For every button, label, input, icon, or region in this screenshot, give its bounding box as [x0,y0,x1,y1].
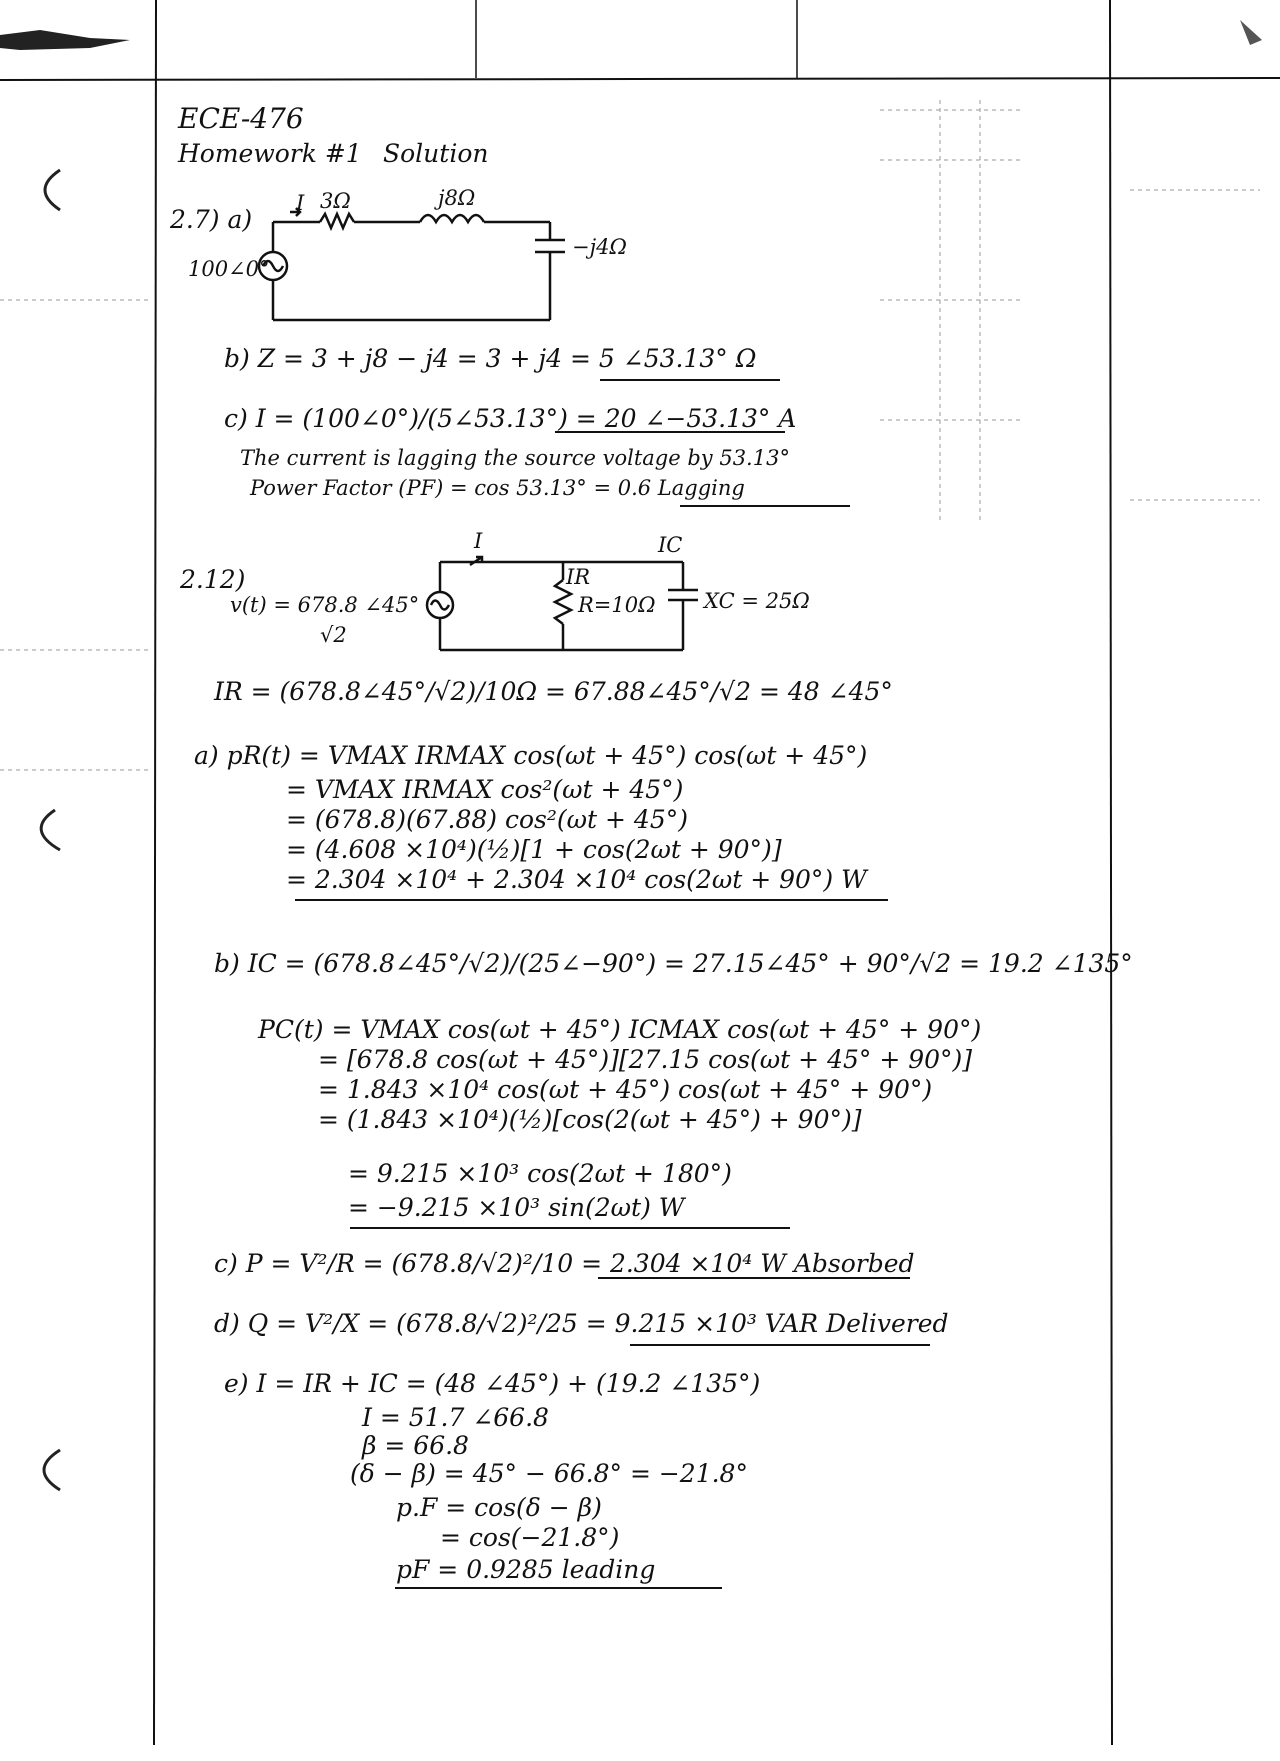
part-a-line-3: = (678.8)(67.88) cos²(ωt + 45°) [286,805,688,834]
vt-source-denominator: √2 [320,623,347,647]
part-e-line-4: (δ − β) = 45° − 66.8° = −21.8° [350,1459,748,1488]
lagging-note: The current is lagging the source voltage by 53.13° [240,446,790,470]
resistor-r-label: R=10Ω [578,593,656,617]
part-a-line-1: a) pR(t) = VMAX IRMAX cos(ωt + 45°) cos(ωt + 45°) [194,741,868,770]
problem-2-7-label: 2.7) a) [170,205,253,234]
ic-label: IC [658,533,683,557]
part-a-line-5: = 2.304 ×10⁴ + 2.304 ×10⁴ cos(2ωt + 90°) W [286,865,867,894]
course-code: ECE-476 [178,102,304,135]
inductor-label: j8Ω [438,186,476,210]
part-e-line-7: pF = 0.9285 leading [396,1555,656,1584]
part-b-line-3: = [678.8 cos(ωt + 45°)][27.15 cos(ωt + 45° + 90°)] [318,1045,973,1074]
part-e-line-3: β = 66.8 [362,1431,469,1460]
part-e-line-2: I = 51.7 ∠66.8 [362,1403,549,1432]
ir-label: IR [566,565,591,589]
circuit-2-12 [427,557,698,650]
circuit-2-7 [259,208,565,320]
part-c: c) P = V²/R = (678.8/√2)²/10 = 2.304 ×10⁴ W Absorbed [214,1249,915,1278]
vt-source: v(t) = 678.8 ∠45° [230,593,420,617]
part-b-line-4: = 1.843 ×10⁴ cos(ωt + 45°) cos(ωt + 45° + 90°) [318,1075,933,1104]
part-d: d) Q = V²/X = (678.8/√2)²/25 = 9.215 ×10³ VAR Delivered [214,1309,949,1338]
part-b-line-1: b) IC = (678.8∠45°/√2)/(25∠−90°) = 27.15∠45° + 90°/√2 = 19.2 ∠135° [214,949,1133,978]
part-b-line-7: = −9.215 ×10³ sin(2ωt) W [348,1193,685,1222]
part-a-line-4: = (4.608 ×10⁴)(½)[1 + cos(2ωt + 90°)] [286,835,782,864]
resistor-label: 3Ω [320,189,351,213]
capacitor-label: −j4Ω [572,235,627,259]
part-e-line-5: p.F = cos(δ − β) [396,1493,602,1522]
source-label: 100∠0° [188,257,270,281]
problem-2-12-label: 2.12) [180,565,246,594]
part-b-line-2: PC(t) = VMAX cos(ωt + 45°) ICMAX cos(ωt + 45° + 90°) [258,1015,982,1044]
part-b-line-5: = (1.843 ×10⁴)(½)[cos(2(ωt + 45°) + 90°)] [318,1105,862,1134]
xc-label: XC = 25Ω [704,589,810,613]
part-a-line-2: = VMAX IRMAX cos²(ωt + 45°) [286,775,684,804]
power-factor-note: Power Factor (PF) = cos 53.13° = 0.6 Lagging [250,476,745,500]
ir-calc: IR = (678.8∠45°/√2)/10Ω = 67.88∠45°/√2 = 48 ∠45° [214,677,893,706]
part-e-line-1: e) I = IR + IC = (48 ∠45°) + (19.2 ∠135°) [224,1369,761,1398]
problem-2-7-b: b) Z = 3 + j8 − j4 = 3 + j4 = 5 ∠53.13° Ω [224,344,757,373]
total-current-label: I [474,529,483,553]
current-label: I [296,191,305,215]
homework-title: Homework #1 [178,139,362,168]
problem-2-7-c: c) I = (100∠0°)/(5∠53.13°) = 20 ∠−53.13° A [224,404,797,433]
part-b-line-6: = 9.215 ×10³ cos(2ωt + 180°) [348,1159,732,1188]
part-e-line-6: = cos(−21.8°) [440,1523,620,1552]
solution-label: Solution [383,139,489,168]
